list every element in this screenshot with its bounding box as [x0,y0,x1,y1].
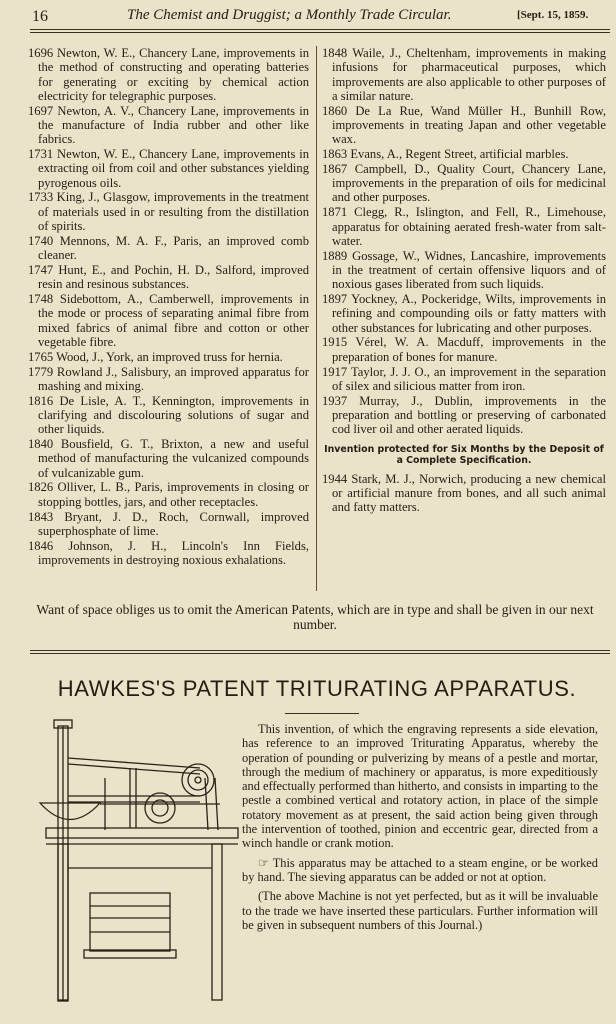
article-body [242,722,598,937]
patent-entry: 1740 Mennons, M. A. F., Paris, an improved comb cleaner. [28,233,309,263]
header-rule-thin [30,32,610,33]
patent-entry: 1848 Waile, J., Cheltenham, improvements in making infusions for pharmaceutical purposes, which improvements are also applicable to other purposes of a similar nature. [322,46,606,103]
space-notice: Want of space obliges us to omit the American Patents, which are in type and shall be given in our next number. [36,602,594,632]
article-paragraph: This invention, of which the engraving represents a side elevation, has reference to an improved Triturating Apparatus, whereby the operation of pounding or pulverizing by means of a pestle and mortar, through the medium of machinery or apparatus, is more expeditiously and effectually performed than hitherto, and consists in imparting to the pestle a combined vertical and rotatory action, in place of the simple rotatory movement as at present, the said action being given through the intervention of toothed, pinion and eccentric gear, directed from a winch handle or crank motion. [242,722,598,851]
title-underline [285,713,359,714]
patent-list-left [28,46,309,568]
patent-entry: 1871 Clegg, R., Islington, and Fell, R., Limehouse, apparatus for obtaining aerated fresh-water from salt-water. [322,205,606,248]
article-paragraph: (The above Machine is not yet perfected, but as it will be invaluable to the trade we have inserted these particulars. Further information will be given in subsequent numbers of this Journal.) [242,889,598,932]
section-rule-thin [30,653,610,654]
patent-entry: 1843 Bryant, J. D., Roch, Cornwall, improved superphosphate of lime. [28,509,309,538]
patent-entry: 1816 De Lisle, A. T., Kennington, improvements in clarifying and discolouring solutions of sugar and other liquids. [28,393,309,437]
column-divider [316,46,317,591]
patent-entry: 1748 Sidebottom, A., Camberwell, improvements in the mode or process of separating animal fibre from mixed fabrics of animal fibre and cotton or other vegetable fibre. [28,292,309,349]
journal-title: The Chemist and Druggist; a Monthly Trade Circular. [127,7,452,23]
patent-entry: 1840 Bousfield, G. T., Brixton, a new and useful method of manufacturing the vulcanized compounds of vulcanizable gum. [28,437,309,480]
patent-entry: 1937 Murray, J., Dublin, improvements in the preparation and bottling or preserving of carbonated cod liver oil and other aerated liquids. [322,393,606,437]
issue-date: [Sept. 15, 1859. [517,9,589,21]
patent-entry: 1944 Stark, M. J., Norwich, producing a new chemical or artificial manure from bones, and all such animal and fatty matters. [322,471,606,515]
patent-entry: 1765 Wood, J., York, an improved truss for hernia. [28,349,283,364]
patent-entry: 1917 Taylor, J. J. O., an improvement in the separation of silex and silicious matter from iron. [322,364,606,393]
patent-entry: 1863 Evans, A., Regent Street, artificial marbles. [322,147,569,162]
apparatus-engraving [30,718,240,1008]
patent-entry: 1867 Campbell, D., Quality Court, Chancery Lane, improvements in the preparation of oils for medicinal and other purposes. [322,161,606,205]
section-subheading: Invention protected for Six Months by the Deposit of a Complete Specification. [324,443,604,466]
patent-entry: 1696 Newton, W. E., Chancery Lane, improvements in the method of constructing and operating batteries for generating or exciting by chemical action electricity for telegraphic purposes. [28,46,309,103]
header-rule [30,29,610,30]
patent-entry: 1697 Newton, A. V., Chancery Lane, improvements in the manufacture of India rubber and other like fabrics. [28,103,309,147]
patent-entry: 1915 Vérel, W. A. Macduff, improvements in the preparation of bones for manure. [322,335,606,364]
section-rule [30,650,610,651]
patent-entry: 1846 Johnson, J. H., Lincoln's Inn Fields, improvements in destroying noxious exhalations. [28,538,309,567]
patent-entry: 1733 King, J., Glasgow, improvements in the treatment of materials used in or resulting from the distillation of spirits. [28,190,309,234]
patent-entry: 1889 Gossage, W., Widnes, Lancashire, improvements in the treatment of certain offensive liquors and of noxious gases liberated from such liquids. [322,248,606,292]
article-title: HAWKES'S PATENT TRITURATING APPARATUS. [57,676,577,701]
page-header [0,0,616,28]
patent-list-right [322,46,606,515]
patent-entry: 1747 Hunt, E., and Pochin, H. D., Salford, improved resin and resinous substances. [28,262,309,292]
patent-entry: 1826 Olliver, L. B., Paris, improvements in closing or stopping bottles, jars, and other receptacles. [28,480,309,509]
patent-entry: 1897 Yockney, A., Pockeridge, Wilts, improvements in refining and compounding oils or fatty matters with other substances for lubricating and other purposes. [322,292,606,335]
page-number: 16 [32,8,48,25]
patent-entry: 1731 Newton, W. E., Chancery Lane, improvements in extracting oil from coil and other substances yielding pyrogenous oils. [28,147,309,190]
patent-entry: 1860 De La Rue, Wand Müller H., Bunhill Row, improvements in treating Japan and other vegetable wax. [322,103,606,147]
article-paragraph: ☞ This apparatus may be attached to a steam engine, or be worked by hand. The sieving apparatus can be added or not at option. [242,855,598,884]
patent-entry: 1779 Rowland J., Salisbury, an improved apparatus for mashing and mixing. [28,364,309,393]
